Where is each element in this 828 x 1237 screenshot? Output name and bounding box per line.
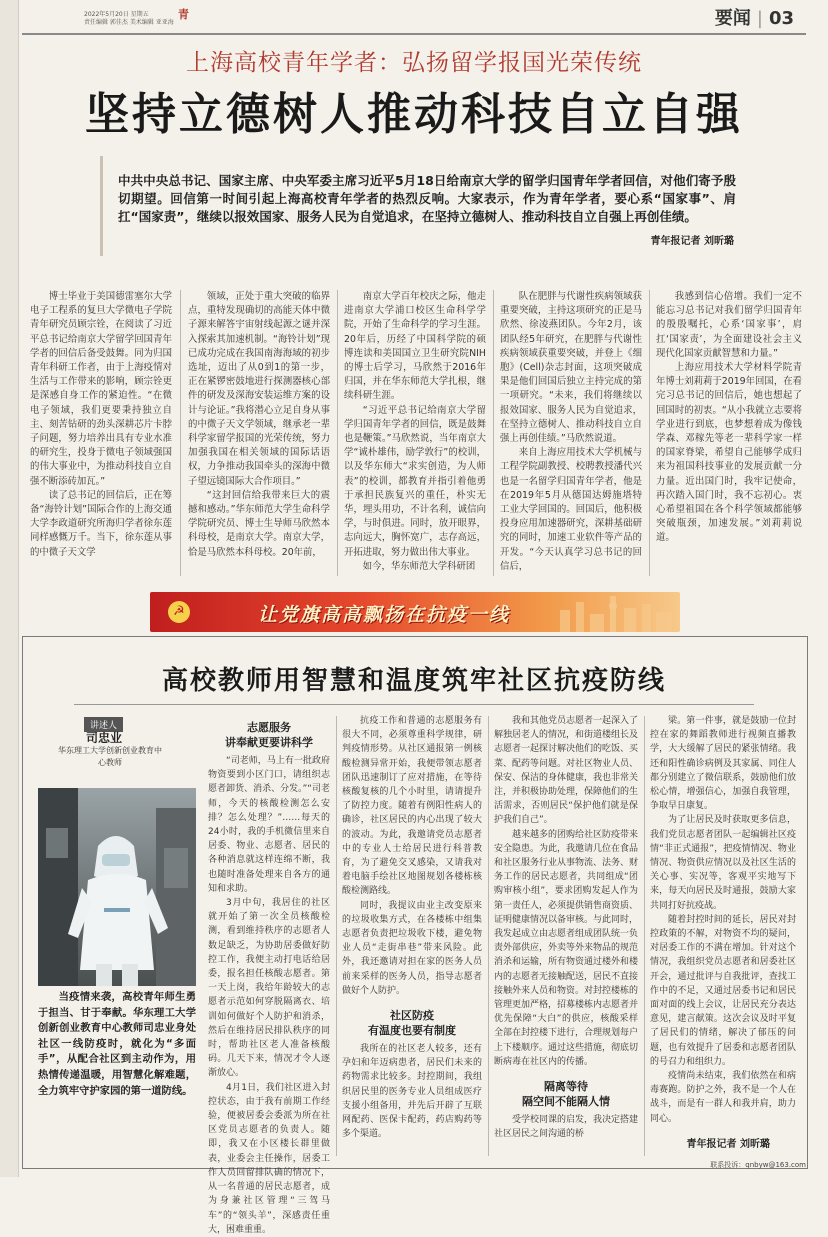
column-divider (493, 290, 494, 576)
narrator-tag: 讲述人 (84, 717, 123, 732)
article2-headline-rule (74, 704, 754, 705)
campaign-banner (150, 592, 680, 632)
article2-byline: 青年报记者 刘昕璐 (686, 1139, 770, 1150)
paragraph: 如今，华东师范大学科研团 (362, 560, 476, 572)
photo-caption (38, 990, 196, 1099)
banner-text: 让党旗高高飘扬在抗疫一线 (258, 604, 511, 626)
paragraph: 读了总书记的回信后，正在筹备“海铃计划”国际合作的上海交通大学李政道研究所海归学者徐东莲同样感慨万千。当下，徐东莲从事的中微子天文学 (30, 489, 172, 558)
article1-lead: 中共中央总书记、国家主席、中央军委主席习近平5月18日给南京大学的留学归国青年学者回信，对他们寄予殷切期望。回信第一时间引起上海高校青年学者的热烈反响。大家表示，作为青年学者，要心系“国家事”、肩扛“国家责”，继续以报效国家、服务人民为自觉追求，在坚持立德树人、推动科技自立自强上再创佳绩。 (118, 173, 736, 224)
column-divider (644, 716, 645, 1156)
section-name: 要闻 (714, 8, 751, 29)
party-emblem-icon: ☭ (168, 601, 190, 623)
volunteer-photo (38, 788, 196, 986)
article1-headline: 坚持立德树人推动科技自立自强 (85, 89, 743, 140)
paragraph: 4月1日，我们社区进入封控状态，由于我有前期工作经验，便被居委会委派为所在社区党员志愿者的负责人。随即，我又在小区楼长群里做表，业委会主任操作，居委工作人员回留排队确的情况下，从一名普通的居民志愿者，成为身兼社区管理“三驾马车”的“领头羊”，深感责任重大，困难重重。 (208, 1082, 330, 1235)
paragraph: 上海应用技术大学材料学院青年博士刘莉莉于2019年回国，在看完习总书记的回信后，她也想起了回国时的初衷。“从小我就立志要将学业进行到底，也梦想着成为像钱学森、邓稼先等老一辈科学家一样的国家脊梁，希望自己能够学成归来为祖国科技事业的发展贡献一分力量。近出国门时，我牢记使命，再次踏入国门时，我不忘初心。衷心希望祖国在各个科学领域都能够突破瓶颈，加速发展。”刘莉莉说道。 (656, 362, 802, 544)
paragraph: 博士毕业于美国德雷塞尔大学电子工程系的复旦大学微电子学院青年研究员顾宗铨，在阅读了习近平总书记给南京大学留学回国青年学者的回信后备受鼓舞。同为归国青年科研工作者，由于上海疫情对生活与工作带来的影响，顾宗铨更是深感自身工作的紧迫性。“在微电子领域，我们更要秉持独立自主、刻苦钻研的劲头深耕芯片卡脖子问题，努力培养出具有专业水准的研究生，投身于微电子领域强国的伟大事业中，为推动科技自立自强不断添砖加瓦。” (30, 291, 172, 487)
article1-column-3 (344, 290, 486, 586)
article2-column-3 (494, 714, 638, 1160)
article1-column-5 (656, 290, 802, 586)
column-divider (337, 290, 338, 576)
section-title (715, 4, 794, 30)
column-divider (180, 290, 181, 576)
paragraph: “习近平总书记给南京大学留学归国青年学者的回信，既是鼓舞也是鞭策。”马欣然说，当年南京大学“诚朴雄伟，励学敦行”的校训，以及华东师大“求实创造，为人师表”的校训，都教育并指引着他勇于承担民族复兴的重任，朴实无华，埋头用功，不计名利，诚信向学，与时俱进。同时，放开眼界，志向远大，胸怀宽广，志存高远，开拓进取，努力做出伟大事业。 (344, 404, 486, 558)
paragraph: 随着封控时间的延长，居民对封控政策的不解，对物资不均的疑问，对居委工作的不满在增加。针对这个情况，我组织党员志愿者和居委社区开会，通过批评与自我批评，查找工作中的不足，又通过居委书记和居民面对面的线上会议，让居民充分表达意见，建言献策。这次会议及时平复了居民们的情绪，解决了郁压的问题，也有效提升了居委和志愿者团队的号召力和组织力。 (650, 914, 796, 1067)
paragraph: 越来越多的团购给社区防疫带来安全隐患。为此，我邀请几位在食品和社区服务行业从事物流、法务、财务工作的居民志愿者，共同组成“团购审核小组”，要求团购发起人作为第一责任人，必须提供销售商资质、证明健康情况以备审核。与此同时，我发起成立由志愿者组成团队统一负责外部供应，外卖等外来物品的规范消杀和运输，所有物资通过楼外和楼内的志愿者无接触配送，居民不直接接触外来人员和物资。对封控楼栋的管理更加严格，招募楼栋内志愿者并优先保障“大白”的供应，核酸采样全部在封控楼下进行，合理规划每户上下楼顺序。通过这些措施，彻底切断病毒在社区内的传播。 (494, 829, 639, 1067)
column-divider (336, 716, 337, 1156)
article2-headline: 高校教师用智慧和温度筑牢社区抗疫防线 (161, 666, 666, 696)
narrator-affiliation: 华东理工大学创新创业教育中心教师 (58, 746, 162, 767)
paragraph: 我所在的社区老人较多，还有孕妇和年迈病患者，居民们未来的药物需求比较多。封控期间，我组织居民里的医务专业人员组成医疗支援小组备用，并先后开辟了互联网配药、医保卡配药，药店购药等多个渠道。 (342, 1044, 482, 1140)
paragraph: 3月中旬，我居住的社区就开始了第一次全员核酸检测，看到维持秩序的志愿者人数足缺乏，为协助居委做好防控工作，我便主动打电话给居委，报名担任核酸志愿者。第一天上岗，我给年龄较大的志愿者示范如何穿脱隔离衣、培训如何做好个人防护和消杀，然后在维持居民排队秩序的同时，帮助社区老人准备核酸码。几天下来，情况才令人逐渐放心。 (208, 898, 330, 1079)
narrator-name: 司忠业 (86, 731, 123, 745)
paragraph: 我感到信心倍增。我们一定不能忘习总书记对我们留学归国青年的殷殷嘱托，心系‘国家事’，肩扛‘国家责’，为全面建设社会主义现代化国家贡献智慧和力量。” (656, 291, 802, 359)
paragraph: 同时，我提议由业主改变原来的垃圾收集方式，在各楼栋中组集志愿者负责把垃圾收下楼，避免物业人员“走街串巷”带来风险。此外，我还邀请对担在家的医务人员前来采样的医务人员，指导志愿者做好个人防护。 (342, 900, 482, 996)
header-rule (22, 33, 806, 35)
paragraph: 我和其他党员志愿者一起深入了解独居老人的情况，和街道楼组长及志愿者一起探讨解决他们的吃饭、买菜、配药等问题。对社区物业人员、保安、保洁的身体健康，我也非常关注，并积极协助处理，保障他们的生活需求，否则居民“保护他们就是保护我们自己”。 (494, 716, 639, 826)
article1-byline: 青年报记者 刘昕璐 (650, 236, 734, 247)
page-number: 03 (768, 8, 794, 29)
page-fold-edge (0, 0, 19, 1177)
paragraph: 南京大学百年校庆之际，他走进南京大学浦口校区生命科学学院，开始了生命科学的学习生涯。20年后，历经了中国科学院的硕博连读和美国国立卫生研究院NIH的博士后学习，马欣然于2016年归国，并在华东师范大学扎根，继续科研生涯。 (344, 291, 486, 402)
paragraph: “司老师，马上有一批政府物资要到小区门口，请组织志愿者卸货、消杀、分发。”“司老师，今天的核酸检测怎么安排？怎么处理？”……每天的24小时，我的手机微信里来自居委、物业、志愿者、居民的各种消息就这样连绵不断，我也随时准备处理来自各方的通知和求助。 (208, 756, 330, 894)
city-skyline-icon (540, 592, 680, 632)
subhead-volunteer-service: 志愿服务 讲奉献更要讲科学 (225, 721, 313, 749)
paragraph: 队在肥胖与代谢性疾病领域获重要突破，主持这项研究的正是马欣然、徐凌燕团队。今年2月，该团队经5年研究，在肥胖与代谢性疾病领域获重要突破，并登上《细胞》(Cell)杂志封面，这项突破成果是他们回国后独立主持完成的第一项研究。“未来，我们将继续以报效国家、服务人民为自觉追求，在坚持立德树人、推动科技自立自强上再创佳绩。”马欣然说道。 (500, 291, 642, 445)
article2-column-1 (208, 720, 330, 1235)
page-header (0, 0, 828, 36)
subhead-community-prevention: 社区防疫 有温度也要有制度 (368, 1009, 456, 1038)
lead-accent-bar (100, 156, 103, 256)
editor-line: 责任编辑 郭佳杰 美术编辑 亚亚海 (84, 19, 174, 26)
article2-column-4 (650, 714, 796, 1132)
caption-text: 当疫情来袭，高校青年师生勇于担当、甘于奉献。华东理工大学创新创业教育中心教师司忠业身处社区一线防疫时，就化为“多面手”，从配合社区到主动作为，用热情传递温暖，用智慧化解难题，全力筑牢守护家园的第一道防线。 (38, 991, 196, 1097)
footer-contact: 联系投诉：qnbyw@163.com (710, 1161, 806, 1169)
column-divider (649, 290, 650, 576)
column-divider (488, 716, 489, 1156)
paragraph: 疫情尚未结束，我们依然在和病毒赛跑。防护之外，我不是一个人在战斗，而是有一群人和我并肩，助力同心。 (650, 1071, 796, 1124)
paragraph: 来自上海应用技术大学机械与工程学院副教授、校聘教授潘代兴也是一名留学归国青年学者，他是在2019年5月从德国达姆施塔特工业大学回国的。回国后，他积极投身应用加速器研究，深耕基础研究的同时，加速工业软件等产品的开发。“今天认真学习总书记的回信后， (500, 447, 642, 572)
subhead-isolation: 隔离等待 隔空间不能隔人情 (522, 1080, 610, 1109)
paragraph: 梁。第一件事，就是鼓励一位封控在家的舞蹈教师进行视频直播教学，大大缓解了居民的紧张情绪。我还和阳性确诊病例及其家属、同住人都分别建立了微信联系，鼓励他们放松心情，增强信心，加强自我管理，争取早日康复。 (650, 716, 796, 812)
paragraph: 受学校同课的启发，我决定搭建社区居民之间沟通的桥 (494, 1115, 639, 1140)
paragraph: 抗疫工作和普通的志愿服务有很大不同，必须尊重科学规律，研判疫情形势。从社区通报第一例核酸检测异常开始，我便带领志愿者团队迅速制订了应对措施，在等待核酸复核的几个小时里，请请提升了防控力度。随着有例阳性病人的确诊，社区居民的内心出现了较大的波动。为此，我邀请党员志愿者中的专业人士给居民进行科普教育，为了避免交叉感染，又请我对着电脑手绘社区地图规划各楼栋核酸检测路线。 (342, 716, 482, 897)
article1-column-4 (500, 290, 642, 586)
paragraph: 领域，正处于重大突破的临界点，重特发现确切的高能天体中微子源来解答宇宙射线起源之谜并深入探索其加速机制。“海铃计划”现已成功完成在我国南海海域的初步选址，迈出了从0到1的第一步，正在紧锣密鼓地进行探测器核心部件的研发及深海安装运维方案的设计与论证。”我将潜心立足自身从事的中微子天文学领域，继承老一辈科学家留学报国的光荣传统，努力加强我国在相关领域的国际话语权，力争推动我国牵头的深海中微子望远镜国际大合作项目。” (188, 291, 330, 487)
section-separator: | (756, 8, 763, 29)
newspaper-logo-icon: 青 (178, 8, 189, 21)
paragraph: 为了让居民及时获取更多信息，我们党员志愿者团队一起编辑社区疫情“非正式通报”，把疫情情况、物业情况、物资供应情况以及社区生活的关心事、实况等，客观平实地写下来，每天向居民及时通报，鼓励大家共同打好抗疫战。 (650, 815, 796, 911)
article1-column-1 (30, 290, 172, 586)
article1-column-2 (188, 290, 330, 586)
date-line: 2022年5月20日 星期五 (84, 11, 149, 18)
article1-subtitle: 上海高校青年学者：弘扬留学报国光荣传统 (186, 50, 642, 76)
paragraph: “这封回信给我带来巨大的震撼和感动。”华东师范大学生命科学学院研究员、博士生导师马欣然本科母校，是南京大学。南京大学，恰是马欣然本科母校。20年前， (188, 489, 330, 558)
article2-column-2 (342, 714, 482, 1160)
